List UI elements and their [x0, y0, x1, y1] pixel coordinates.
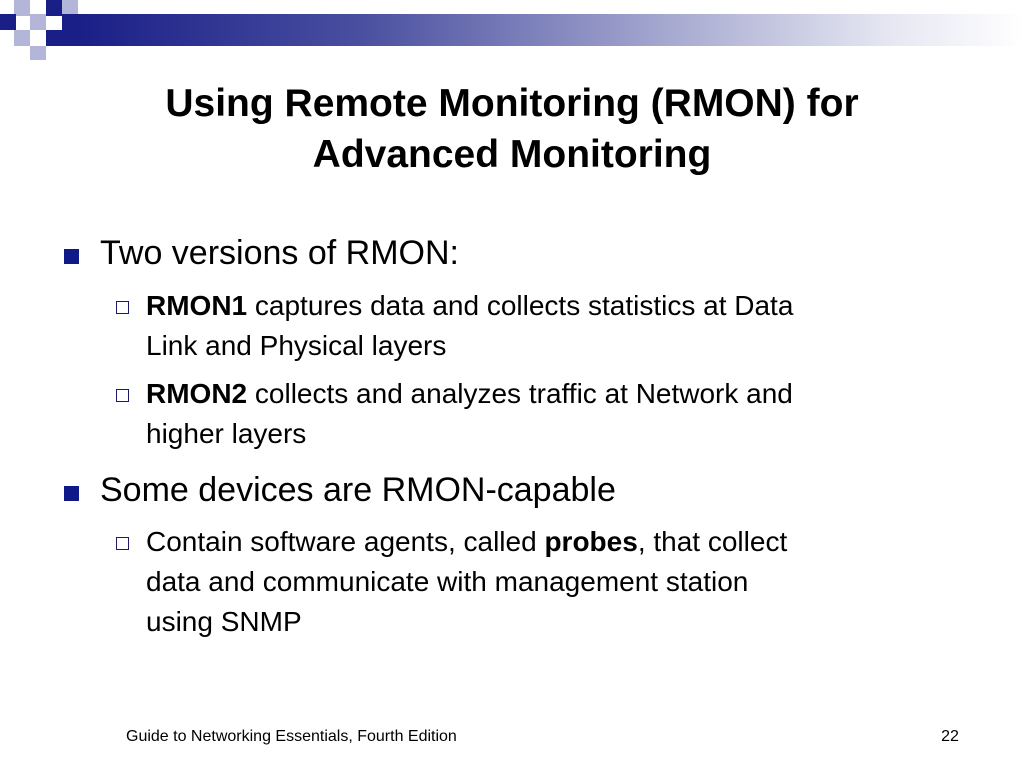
sub-bullet-bold-term: RMON2 — [146, 378, 248, 409]
banner-square-dark — [62, 14, 78, 46]
sub-bullet-item — [146, 286, 946, 366]
slide-title — [60, 78, 964, 180]
banner-square-dark — [46, 0, 62, 16]
decorative-banner — [0, 0, 1024, 62]
banner-square-dark — [46, 30, 62, 46]
slide-title-line-2: Advanced Monitoring — [312, 133, 712, 176]
filled-square-bullet-icon — [64, 486, 79, 501]
sub-bullet-text: , that collect — [637, 526, 788, 557]
hollow-square-bullet-icon — [116, 301, 129, 314]
sub-bullet-line: data and communicate with management station — [146, 566, 749, 597]
bullet-item: Some devices are RMON-capable — [100, 471, 616, 509]
banner-square-light — [14, 30, 30, 46]
sub-bullet-item — [146, 374, 946, 454]
sub-bullet-line — [146, 374, 946, 414]
sub-bullet-line: using SNMP — [146, 606, 302, 637]
sub-bullet-bold-term: RMON1 — [146, 290, 248, 321]
hollow-square-bullet-icon — [116, 389, 129, 402]
sub-bullet-line: higher layers — [146, 418, 307, 449]
banner-square-light — [30, 46, 46, 60]
sub-bullet-line — [146, 522, 946, 562]
filled-square-bullet-icon — [64, 249, 79, 264]
sub-bullet-line: Link and Physical layers — [146, 330, 447, 361]
hollow-square-bullet-icon — [116, 537, 129, 550]
sub-bullet-text: Contain software agents, called — [146, 526, 545, 557]
bullet-item: Two versions of RMON: — [100, 234, 459, 272]
banner-square-dark — [0, 14, 16, 30]
sub-bullet-text: captures data and collects statistics at Data — [247, 290, 794, 321]
sub-bullet-line — [146, 286, 946, 326]
footer-source: Guide to Networking Essentials, Fourth Edition — [126, 728, 457, 745]
sub-bullet-bold-term: probes — [544, 526, 638, 557]
slide-title-line-1: Using Remote Monitoring (RMON) for — [165, 82, 859, 125]
banner-square-light — [14, 0, 30, 16]
banner-square-light — [30, 14, 46, 30]
banner-gradient-bar — [78, 14, 1024, 46]
page-number: 22 — [941, 728, 959, 745]
sub-bullet-text: collects and analyzes traffic at Network and — [247, 378, 793, 409]
sub-bullet-item — [146, 522, 946, 642]
